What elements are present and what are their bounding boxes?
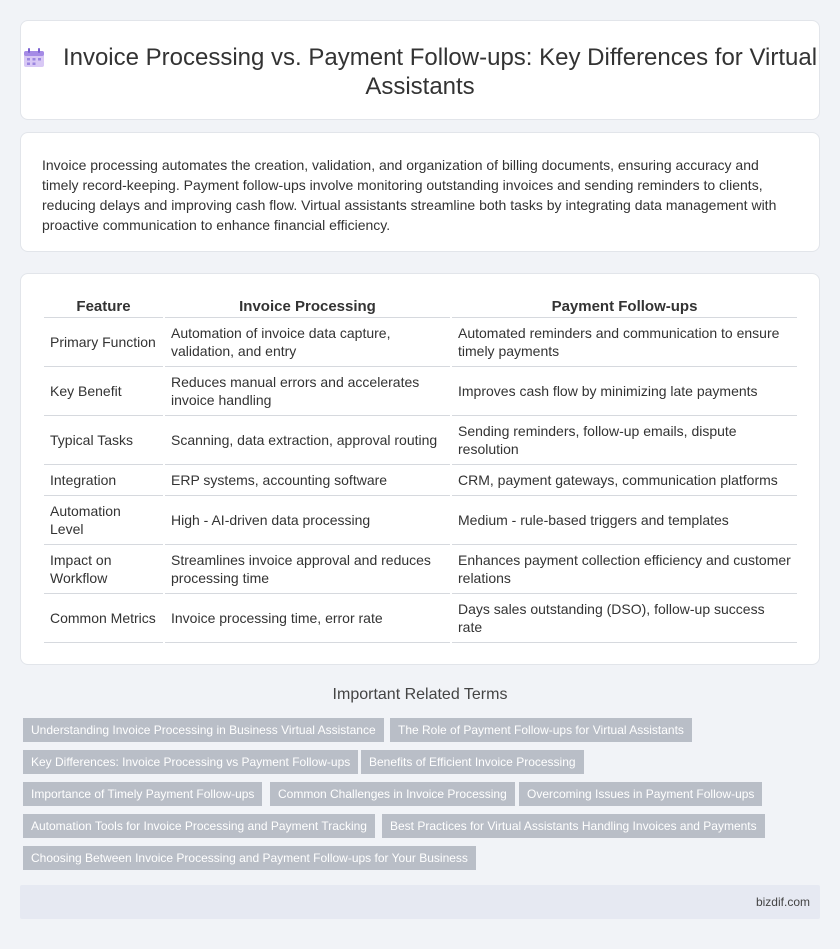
footer-site-link[interactable]: bizdif.com <box>755 895 810 909</box>
invoice-cell: Invoice processing time, error rate <box>165 594 450 643</box>
payment-cell: Medium - rule-based triggers and templates <box>452 496 797 545</box>
column-header-invoice: Invoice Processing <box>165 294 450 318</box>
invoice-cell: Automation of invoice data capture, validation, and entry <box>165 318 450 367</box>
related-term-link[interactable]: Best Practices for Virtual Assistants Handling Invoices and Payments <box>382 814 765 838</box>
feature-cell: Integration <box>44 465 163 496</box>
related-term-link[interactable]: The Role of Payment Follow-ups for Virtual Assistants <box>390 718 692 742</box>
table-row <box>44 496 797 545</box>
invoice-cell: Scanning, data extraction, approval routing <box>165 416 450 465</box>
invoice-cell: High - AI-driven data processing <box>165 496 450 545</box>
related-term-link[interactable]: Automation Tools for Invoice Processing and Payment Tracking <box>23 814 375 838</box>
payment-cell: Sending reminders, follow-up emails, dispute resolution <box>452 416 797 465</box>
payment-cell: Improves cash flow by minimizing late payments <box>452 367 797 416</box>
footer <box>20 885 820 919</box>
invoice-cell: Reduces manual errors and accelerates invoice handling <box>165 367 450 416</box>
header-card <box>20 20 820 120</box>
invoice-cell: ERP systems, accounting software <box>165 465 450 496</box>
related-term-link[interactable]: Choosing Between Invoice Processing and Payment Follow-ups for Your Business <box>23 846 476 870</box>
payment-cell: Automated reminders and communication to ensure timely payments <box>452 318 797 367</box>
related-term-link[interactable]: Benefits of Efficient Invoice Processing <box>361 750 584 774</box>
related-terms-title: Important Related Terms <box>332 686 508 703</box>
related-term-link[interactable]: Overcoming Issues in Payment Follow-ups <box>519 782 762 806</box>
intro-paragraph: Invoice processing automates the creation, validation, and organization of billing documents, ensuring accuracy and timely record-keeping. Payment follow-ups involve monitoring outstanding invoices and sending reminders to clients, reducing delays and improving cash flow. Virtual assistants streamline both tasks by integrating data management with proactive communication to enhance financial efficiency. <box>42 157 777 233</box>
payment-cell: Enhances payment collection efficiency and customer relations <box>452 545 797 594</box>
intro-card <box>20 132 820 252</box>
related-term-link[interactable]: Common Challenges in Invoice Processing <box>270 782 515 806</box>
payment-cell: Days sales outstanding (DSO), follow-up success rate <box>452 594 797 643</box>
related-term-link[interactable]: Key Differences: Invoice Processing vs Payment Follow-ups <box>23 750 358 774</box>
feature-cell: Automation Level <box>44 496 163 545</box>
comparison-card <box>20 273 820 665</box>
feature-cell: Typical Tasks <box>44 416 163 465</box>
feature-cell: Key Benefit <box>44 367 163 416</box>
page-title-wrap <box>21 43 819 101</box>
table-row <box>44 545 797 594</box>
comparison-table <box>42 294 799 643</box>
invoice-cell: Streamlines invoice approval and reduces processing time <box>165 545 450 594</box>
column-header-payment: Payment Follow-ups <box>452 294 797 318</box>
page-title: Invoice Processing vs. Payment Follow-ups: Key Differences for Virtual Assistants <box>62 44 818 100</box>
feature-cell: Common Metrics <box>44 594 163 643</box>
table-row <box>44 367 797 416</box>
table-header-row <box>44 294 797 318</box>
calendar-icon <box>23 48 45 68</box>
related-term-link[interactable]: Understanding Invoice Processing in Business Virtual Assistance <box>23 718 384 742</box>
feature-cell: Primary Function <box>44 318 163 367</box>
related-term-link[interactable]: Importance of Timely Payment Follow-ups <box>23 782 262 806</box>
payment-cell: CRM, payment gateways, communication platforms <box>452 465 797 496</box>
table-row <box>44 416 797 465</box>
table-row <box>44 465 797 496</box>
column-header-feature: Feature <box>44 294 163 318</box>
table-row <box>44 318 797 367</box>
table-row <box>44 594 797 643</box>
feature-cell: Impact on Workflow <box>44 545 163 594</box>
